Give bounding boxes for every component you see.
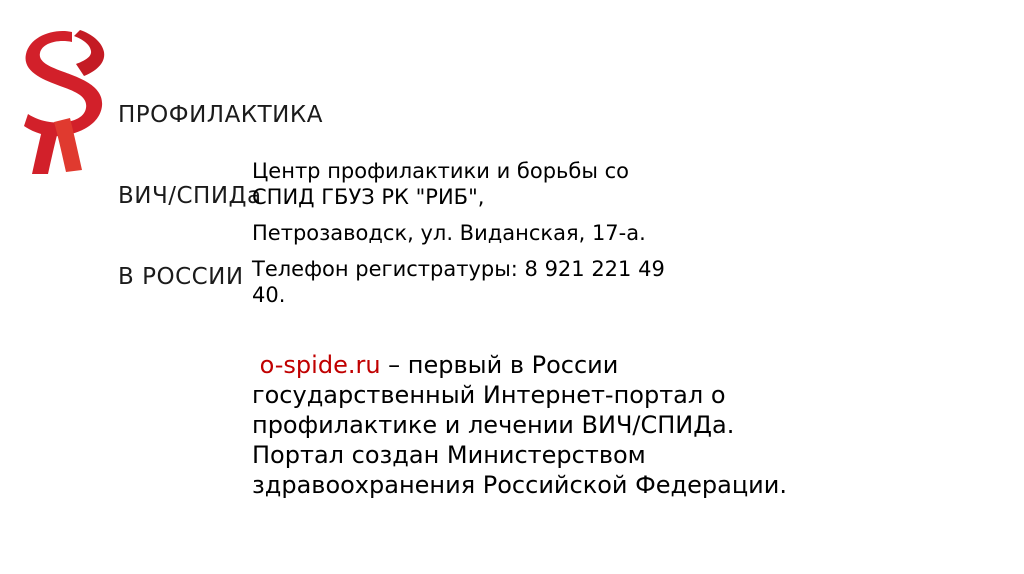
center-name-line-1: Центр профилактики и борьбы со [252, 159, 629, 183]
center-name [252, 158, 812, 210]
center-phone [252, 256, 812, 308]
center-phone-line-2: 40. [252, 283, 286, 307]
logo-line-1: ПРОФИЛАКТИКА [118, 102, 323, 128]
portal-description-text: – первый в России государственный Интернет-портал о профилактике и лечении ВИЧ/СПИДа. Портал создан Министерством здравоохранения Российской Федерации. [252, 351, 787, 499]
logo-line-2: ВИЧ/СПИДа [118, 183, 262, 209]
logo-line-3: В РОССИИ [118, 264, 244, 290]
o-spide-link[interactable]: o-spide.ru [259, 351, 381, 379]
center-street-address: Петрозаводск, ул. Виданская, 17-а. [252, 221, 646, 245]
center-address-block [252, 158, 812, 318]
center-phone-line-1: Телефон регистратуры: 8 921 221 49 [252, 257, 665, 281]
portal-description [252, 350, 812, 500]
red-ribbon-icon [14, 26, 109, 176]
leading-space [252, 351, 260, 379]
center-name-line-2: СПИД ГБУЗ РК "РИБ", [252, 185, 485, 209]
